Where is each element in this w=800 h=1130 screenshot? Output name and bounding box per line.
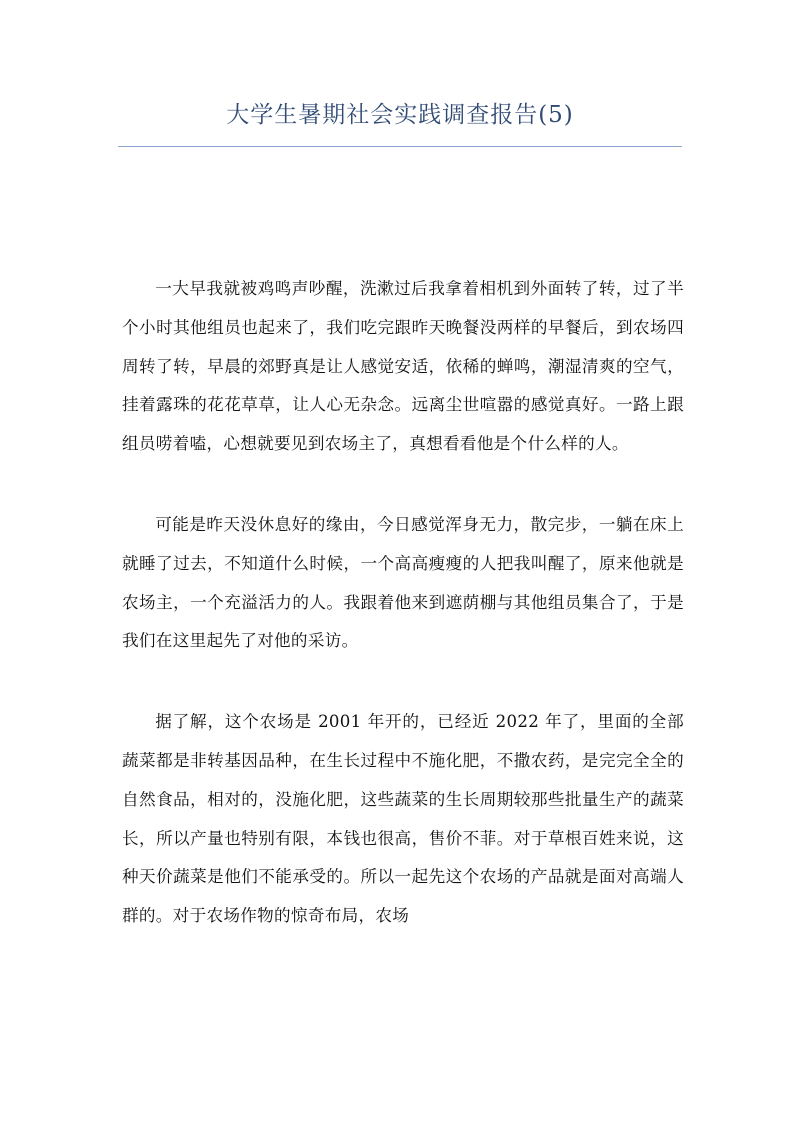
title-underline [118,146,682,147]
paragraph-1: 一大早我就被鸡鸣声吵醒，洗漱过后我拿着相机到外面转了转，过了半个小时其他组员也起来了，我们吃完跟昨天晚餐没两样的早餐后，到农场四周转了转，早晨的郊野真是让人感觉安适，依稀的蝉鸣，潮湿清爽的空气，挂着露珠的花花草草，让人心无杂念。远离尘世喧嚣的感觉真好。一路上跟组员唠着嗑，心想就要见到农场主了，真想看看他是个什么样的人。 [122,279,684,454]
document-body [122,270,684,936]
document-title: 大学生暑期社会实践调查报告(5) [226,102,574,128]
paragraph-3: 据了解，这个农场是 2001 年开的，已经近 2022 年了，里面的全部蔬菜都是非转基因品种，在生长过程中不施化肥，不撒农药，是完完全全的自然食品，相对的，没施化肥，这些蔬菜的生长周期较那些批量生产的蔬菜长，所以产量也特别有限，本钱也很高，售价不菲。对于草根百姓来说，这种天价蔬菜是他们不能承受的。所以一起先这个农场的产品就是面对高端人群的。对于农场作物的惊奇布局，农场 [122,712,684,926]
paragraph-2: 可能是昨天没休息好的缘由，今日感觉浑身无力，散完步，一躺在床上就睡了过去，不知道什么时候，一个高高瘦瘦的人把我叫醒了，原来他就是农场主，一个充溢活力的人。我跟着他来到遮荫棚与其他组员集合了，于是我们在这里起先了对他的采访。 [122,514,684,651]
